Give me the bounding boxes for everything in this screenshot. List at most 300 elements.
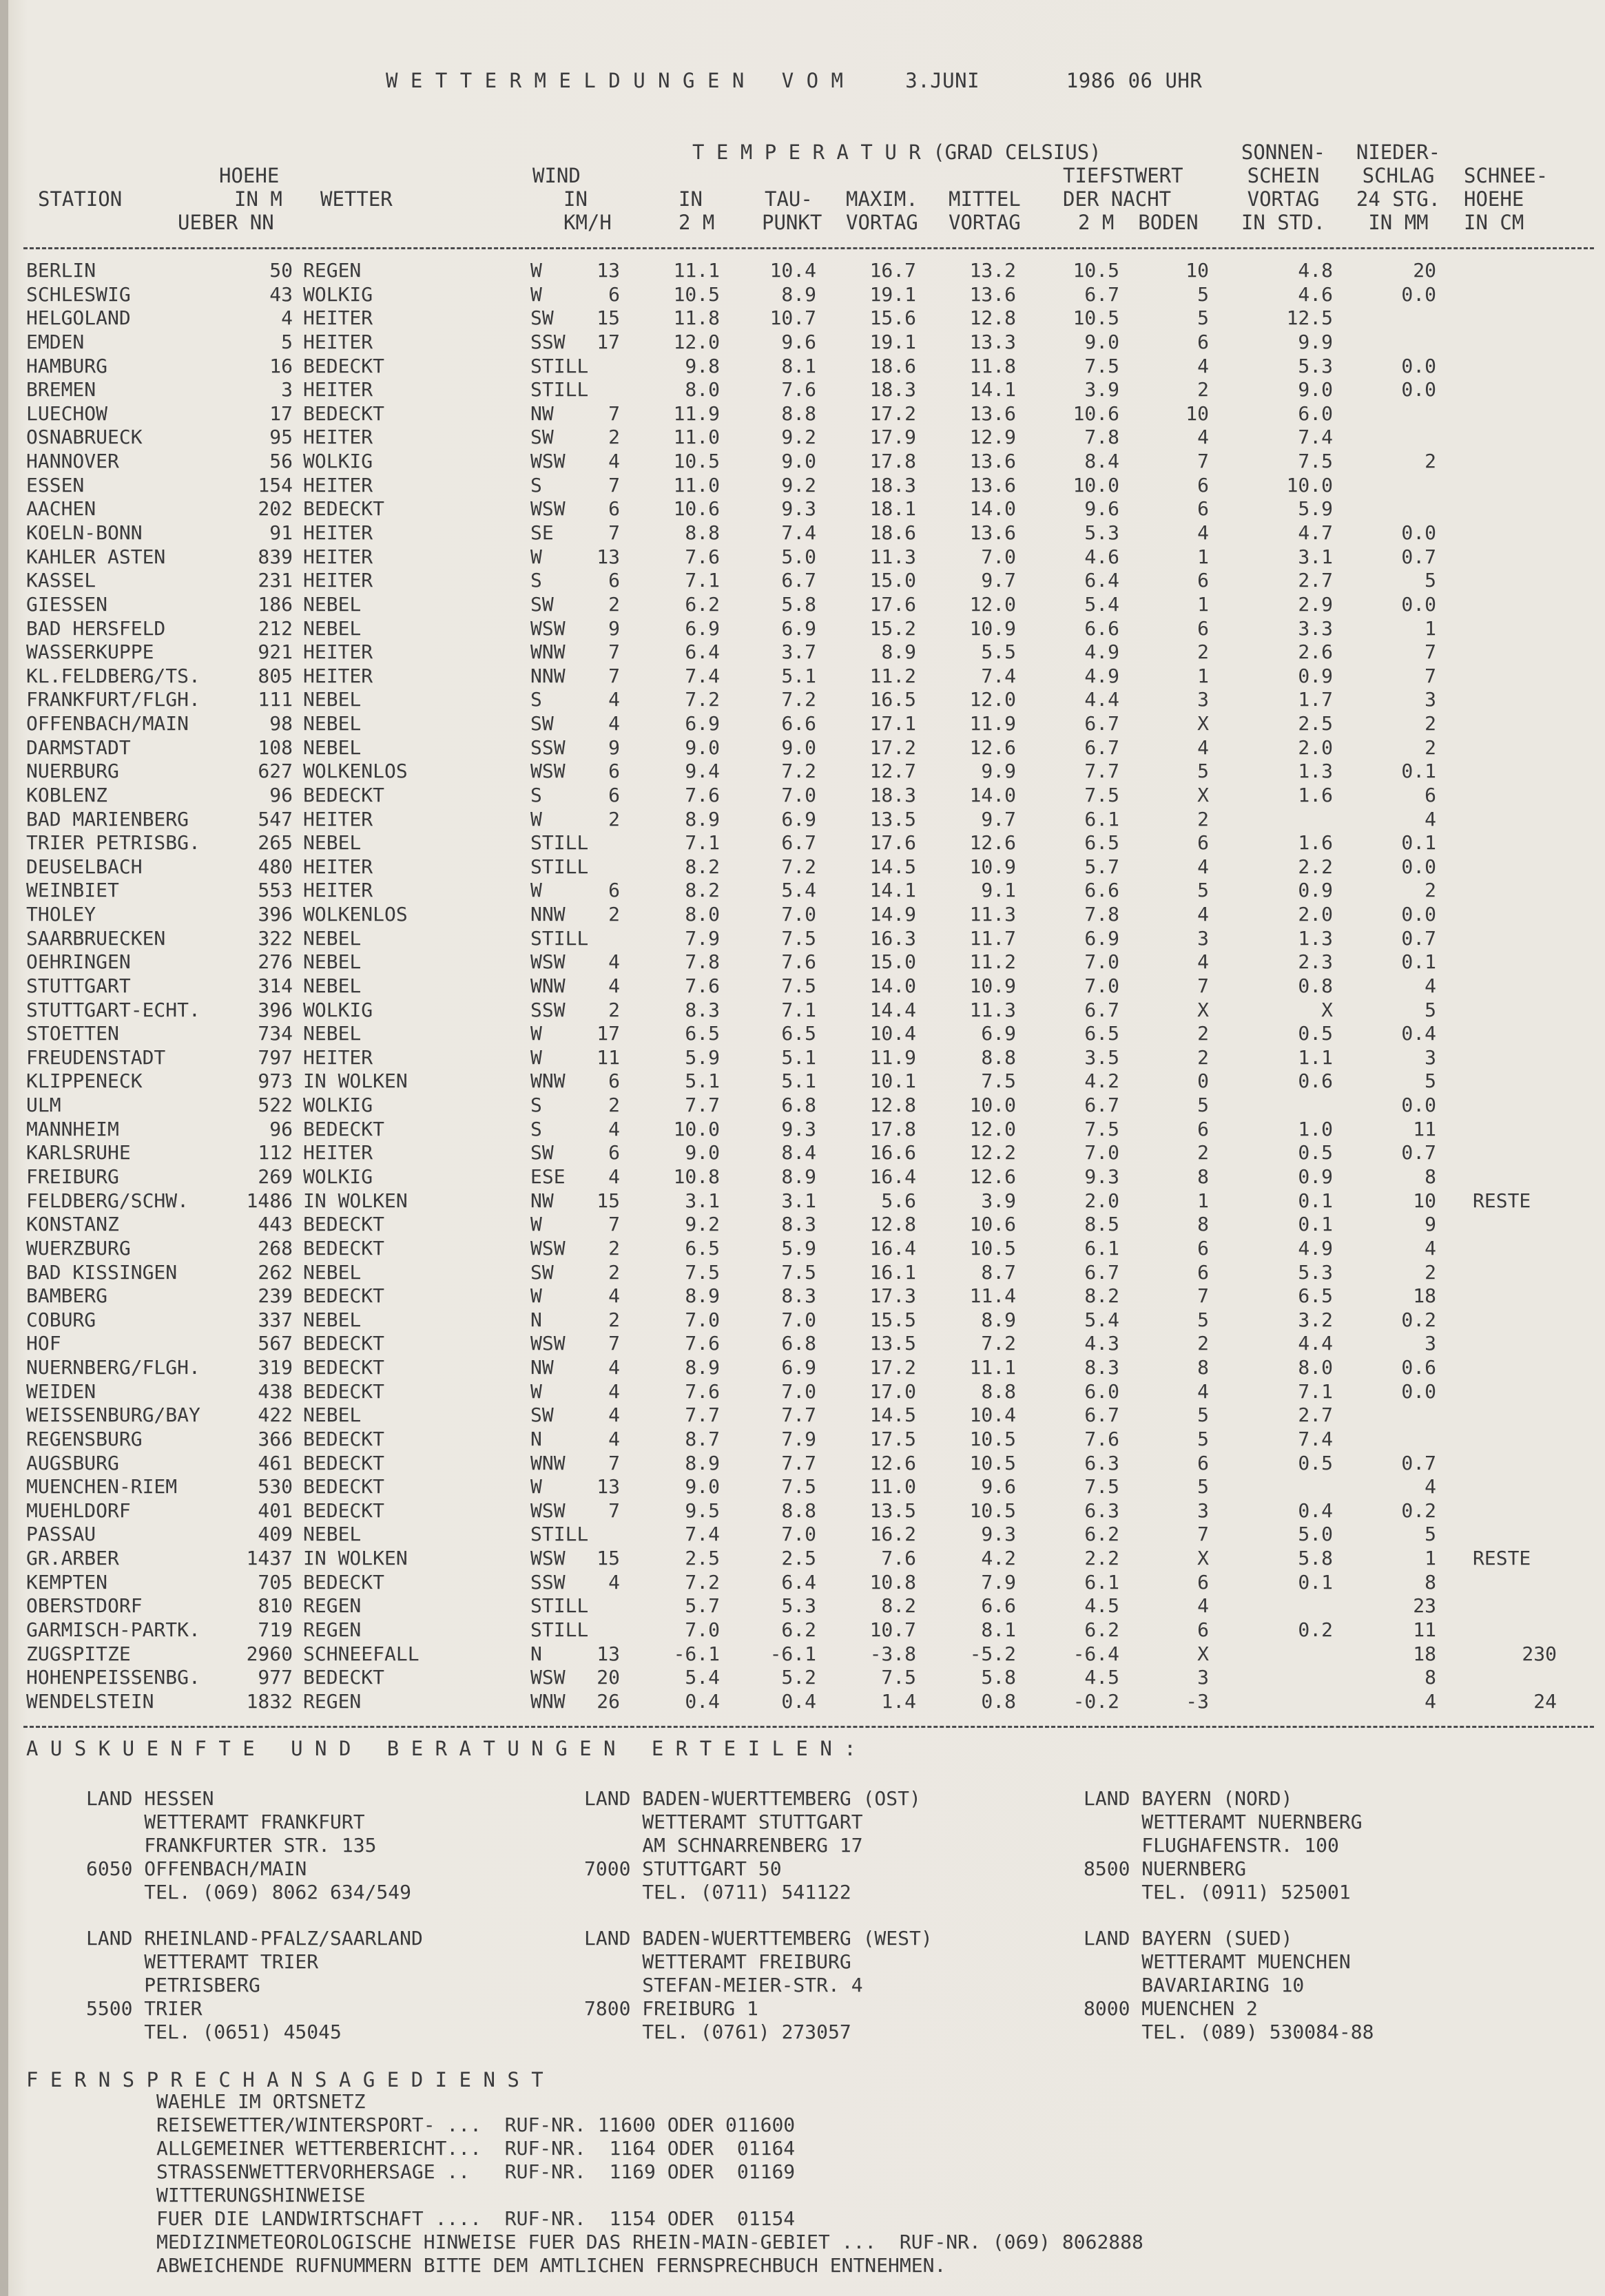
mean-temp-cell: 11.2 <box>969 950 1016 974</box>
temp-2m-cell: 9.2 <box>685 1213 720 1236</box>
weather-cell: WOLKIG <box>303 1094 373 1117</box>
weather-cell: NEBEL <box>303 831 362 855</box>
station-cell: BREMEN <box>26 378 96 401</box>
wind-dir-cell: WNW <box>530 1069 566 1093</box>
min-2m-cell: 6.7 <box>1084 282 1119 306</box>
table-row <box>0 497 1605 521</box>
min-2m-cell: 2.0 <box>1084 1189 1119 1212</box>
max-temp-cell: 16.6 <box>869 1141 916 1165</box>
precip-cell: 1 <box>1425 1547 1436 1569</box>
wind-speed-cell: 4 <box>608 1570 620 1594</box>
max-temp-cell: 17.5 <box>869 1427 916 1450</box>
dewpoint-cell: 6.7 <box>781 569 816 592</box>
min-2m-cell: 6.3 <box>1084 1451 1119 1474</box>
dewpoint-cell: 9.6 <box>781 330 816 353</box>
min-ground-cell: 4 <box>1197 1379 1209 1403</box>
temp-2m-cell: 7.6 <box>685 974 720 997</box>
mean-temp-cell: 7.4 <box>981 664 1016 687</box>
wind-speed-cell: 11 <box>597 1045 620 1069</box>
weather-cell: HEITER <box>303 378 373 401</box>
station-cell: PASSAU <box>26 1523 96 1546</box>
min-ground-cell: 8 <box>1197 1213 1209 1236</box>
height-cell: 973 <box>258 1069 293 1093</box>
height-cell: 553 <box>258 879 293 902</box>
sunshine-cell: 0.5 <box>1298 1022 1333 1045</box>
dewpoint-cell: 7.5 <box>781 974 816 997</box>
min-2m-cell: 6.7 <box>1084 735 1119 759</box>
precip-cell: 4 <box>1425 1236 1436 1260</box>
dewpoint-cell: 3.7 <box>781 640 816 664</box>
temp-2m-cell: 9.0 <box>685 1475 720 1499</box>
height-cell: 547 <box>258 807 293 831</box>
temp-2m-cell: 7.6 <box>685 1379 720 1403</box>
precip-cell: 6 <box>1425 783 1436 806</box>
temp-2m-cell: 10.5 <box>673 450 720 472</box>
temp-2m-cell: 7.4 <box>685 664 720 687</box>
station-cell: STOETTEN <box>26 1022 119 1045</box>
height-cell: 50 <box>269 259 293 282</box>
mean-temp-cell: 10.9 <box>969 974 1016 997</box>
station-cell: OBERSTDORF <box>26 1594 143 1618</box>
dewpoint-cell: 7.5 <box>781 1475 816 1499</box>
temp-2m-cell: 3.1 <box>685 1189 720 1212</box>
table-row <box>0 1213 1605 1237</box>
min-ground-cell: 2 <box>1197 1022 1209 1045</box>
wind-speed-cell: 13 <box>597 259 620 282</box>
wind-speed-cell: 2 <box>608 903 620 926</box>
station-cell: OSNABRUECK <box>26 426 143 449</box>
mean-temp-cell: 13.2 <box>969 259 1016 282</box>
dewpoint-cell: 10.7 <box>769 306 816 330</box>
min-header-1: TIEFSTWERT <box>1063 164 1183 187</box>
precip-cell: 0.0 <box>1401 354 1436 377</box>
sun-header-1: SONNEN- <box>1241 140 1326 164</box>
table-row <box>0 569 1605 593</box>
precip-cell: 0.6 <box>1401 1356 1436 1379</box>
wind-speed-cell: 6 <box>608 569 620 592</box>
sunshine-cell: 2.2 <box>1298 855 1333 878</box>
station-cell: LUECHOW <box>26 401 108 425</box>
station-cell: HANNOVER <box>26 450 119 472</box>
wind-dir-cell: WSW <box>530 1666 566 1689</box>
sunshine-cell: 0.1 <box>1298 1189 1333 1212</box>
dewpoint-cell: 7.5 <box>781 1260 816 1284</box>
min-2m-cell: 6.7 <box>1084 1094 1119 1117</box>
min-2m-cell: 10.0 <box>1073 473 1119 497</box>
wind-speed-cell: 4 <box>608 688 620 711</box>
mean-temp-cell: 12.6 <box>969 735 1016 759</box>
wind-dir-cell: SW <box>530 306 554 330</box>
table-row <box>0 1475 1605 1499</box>
weather-cell: BEDECKT <box>303 1236 385 1260</box>
station-cell: MUENCHEN-RIEM <box>26 1475 178 1499</box>
sunshine-cell: 0.9 <box>1298 879 1333 902</box>
office-line: WETTERAMT FRANKFURT <box>86 1810 365 1833</box>
min-header-3: 2 M BODEN <box>1078 211 1199 234</box>
max-temp-cell: 5.6 <box>881 1189 916 1212</box>
station-cell: KONSTANZ <box>26 1213 119 1236</box>
max-temp-cell: 12.6 <box>869 1451 916 1474</box>
sunshine-cell: 4.7 <box>1298 521 1333 544</box>
sunshine-cell: 5.3 <box>1298 1260 1333 1284</box>
mean-temp-cell: 9.7 <box>981 807 1016 831</box>
office-line: WETTERAMT MUENCHEN <box>1084 1950 1351 1973</box>
table-row <box>0 808 1605 832</box>
mean-temp-cell: 11.4 <box>969 1284 1016 1308</box>
sunshine-cell: 2.7 <box>1298 1403 1333 1427</box>
weather-cell: NEBEL <box>303 712 362 735</box>
weather-cell: REGEN <box>303 1594 362 1618</box>
max-temp-cell: 18.3 <box>869 473 916 497</box>
precip-cell: 2 <box>1425 712 1436 735</box>
weather-cell: REGEN <box>303 259 362 282</box>
sunshine-cell: 2.0 <box>1298 903 1333 926</box>
precip-cell: 0.7 <box>1401 1451 1436 1474</box>
wind-speed-cell: 13 <box>597 1475 620 1499</box>
wind-dir-cell: NNW <box>530 664 566 687</box>
weather-cell: NEBEL <box>303 1308 362 1331</box>
min-ground-cell: 6 <box>1197 330 1209 353</box>
wind-speed-cell: 6 <box>608 760 620 783</box>
mean-temp-cell: 13.6 <box>969 450 1016 472</box>
sunshine-cell: 3.3 <box>1298 616 1333 640</box>
precip-cell: 5 <box>1425 1523 1436 1546</box>
dewpoint-cell: 9.3 <box>781 497 816 521</box>
sunshine-cell: 2.5 <box>1298 712 1333 735</box>
sunshine-cell: 0.5 <box>1298 1451 1333 1474</box>
wind-speed-cell: 7 <box>608 1332 620 1355</box>
wind-dir-cell: W <box>530 1213 542 1236</box>
temp2m-header-2: 2 M <box>679 211 715 234</box>
station-cell: BAMBERG <box>26 1284 108 1308</box>
dewpoint-cell: 7.2 <box>781 688 816 711</box>
mean-temp-cell: 8.1 <box>981 1618 1016 1641</box>
wind-dir-cell: SSW <box>530 735 566 759</box>
dewpoint-cell: 7.0 <box>781 783 816 806</box>
height-cell: 396 <box>258 998 293 1021</box>
wind-dir-cell: STILL <box>530 1523 589 1546</box>
max-temp-cell: 10.8 <box>869 1570 916 1594</box>
min-2m-cell: 4.3 <box>1084 1332 1119 1355</box>
precip-cell: 5 <box>1425 569 1436 592</box>
temp-2m-cell: 7.1 <box>685 831 720 855</box>
dewpoint-cell: 5.9 <box>781 1236 816 1260</box>
min-ground-cell: X <box>1197 783 1209 806</box>
dewpoint-cell: 5.1 <box>781 1069 816 1093</box>
station-cell: COBURG <box>26 1308 96 1331</box>
sunshine-cell: 0.9 <box>1298 1165 1333 1188</box>
office-line: 5500 TRIER <box>86 1997 203 2020</box>
table-row <box>0 1094 1605 1118</box>
min-2m-cell: 6.7 <box>1084 1260 1119 1284</box>
table-row <box>0 1547 1605 1571</box>
weather-cell: NEBEL <box>303 592 362 616</box>
temp-2m-cell: 7.0 <box>685 1618 720 1641</box>
min-2m-cell: 9.0 <box>1084 330 1119 353</box>
temp-2m-cell: 7.0 <box>685 1308 720 1331</box>
height-cell: 4 <box>281 306 293 330</box>
height-cell: 314 <box>258 974 293 997</box>
temp-2m-cell: 6.9 <box>685 712 720 735</box>
temp-2m-cell: 6.5 <box>685 1022 720 1045</box>
wind-dir-cell: WSW <box>530 616 566 640</box>
min-2m-cell: 4.4 <box>1084 688 1119 711</box>
max-temp-cell: 11.9 <box>869 1045 916 1069</box>
height-cell: 401 <box>258 1499 293 1522</box>
temp-2m-cell: 7.2 <box>685 688 720 711</box>
weather-cell: HEITER <box>303 855 373 878</box>
weather-cell: HEITER <box>303 545 373 568</box>
max-temp-cell: 11.3 <box>869 545 916 568</box>
max-header-1: MAXIM. <box>846 187 918 211</box>
wind-dir-cell: SSW <box>530 998 566 1021</box>
min-ground-cell: 3 <box>1197 688 1209 711</box>
office-line: WETTERAMT FREIBURG <box>584 1950 851 1973</box>
wind-speed-cell: 2 <box>608 1308 620 1331</box>
mean-temp-cell: 9.6 <box>981 1475 1016 1499</box>
wind-speed-cell: 4 <box>608 1427 620 1450</box>
office-line: BAVARIARING 10 <box>1084 1974 1305 1996</box>
weather-cell: BEDECKT <box>303 1213 385 1236</box>
mean-temp-cell: 9.1 <box>981 879 1016 902</box>
precip-cell: 2 <box>1425 735 1436 759</box>
wind-dir-cell: WSW <box>530 950 566 974</box>
station-cell: FREIBURG <box>26 1165 119 1188</box>
wind-speed-cell: 4 <box>608 1165 620 1188</box>
dewpoint-cell: 8.8 <box>781 401 816 425</box>
mean-temp-cell: 9.3 <box>981 1523 1016 1546</box>
dewpoint-cell: 9.0 <box>781 735 816 759</box>
max-temp-cell: 8.2 <box>881 1594 916 1618</box>
weather-cell: REGEN <box>303 1618 362 1641</box>
station-cell: FREUDENSTADT <box>26 1045 166 1069</box>
table-row <box>0 831 1605 855</box>
temp-2m-cell: 11.1 <box>673 259 720 282</box>
office-line: WETTERAMT NUERNBERG <box>1084 1810 1363 1833</box>
precip-cell: 8 <box>1425 1570 1436 1594</box>
mean-temp-cell: 12.0 <box>969 688 1016 711</box>
temp-2m-cell: 7.5 <box>685 1260 720 1284</box>
sunshine-cell: 7.5 <box>1298 450 1333 472</box>
max-temp-cell: 17.0 <box>869 1379 916 1403</box>
sunshine-cell: 12.5 <box>1286 306 1333 330</box>
max-temp-cell: 16.3 <box>869 926 916 950</box>
table-row <box>0 688 1605 712</box>
mean-temp-cell: 10.5 <box>969 1236 1016 1260</box>
min-2m-cell: 5.4 <box>1084 592 1119 616</box>
weather-cell: BEDECKT <box>303 783 385 806</box>
weather-cell: BEDECKT <box>303 1666 385 1689</box>
table-row <box>0 1452 1605 1476</box>
min-2m-cell: 3.5 <box>1084 1045 1119 1069</box>
min-2m-cell: 10.6 <box>1073 401 1119 425</box>
max-temp-cell: 16.5 <box>869 688 916 711</box>
height-cell: 366 <box>258 1427 293 1450</box>
min-ground-cell: 0 <box>1197 1069 1209 1093</box>
weather-cell: HEITER <box>303 807 373 831</box>
weather-cell: NEBEL <box>303 1022 362 1045</box>
min-2m-cell: 8.2 <box>1084 1284 1119 1308</box>
min-2m-cell: 8.5 <box>1084 1213 1119 1236</box>
wind-speed-cell: 6 <box>608 282 620 306</box>
min-2m-cell: 6.1 <box>1084 807 1119 831</box>
wind-dir-cell: W <box>530 879 542 902</box>
max-temp-cell: 10.7 <box>869 1618 916 1641</box>
height-cell: 98 <box>269 712 293 735</box>
station-cell: WUERZBURG <box>26 1236 131 1260</box>
max-temp-cell: 14.9 <box>869 903 916 926</box>
min-ground-cell: 5 <box>1197 1403 1209 1427</box>
station-cell: KASSEL <box>26 569 96 592</box>
weather-cell: BEDECKT <box>303 497 385 521</box>
min-2m-cell: 4.9 <box>1084 664 1119 687</box>
dewpoint-cell: 6.4 <box>781 1570 816 1594</box>
dewpoint-cell: 8.8 <box>781 1499 816 1522</box>
precip-cell: 2 <box>1425 879 1436 902</box>
office-block-bayern-nord <box>1084 1787 1363 1904</box>
temp-2m-cell: 11.0 <box>673 473 720 497</box>
mean-header-1: MITTEL <box>949 187 1021 211</box>
temp-2m-cell: 8.9 <box>685 807 720 831</box>
min-ground-cell: 5 <box>1197 1094 1209 1117</box>
office-line: WETTERAMT STUTTGART <box>584 1810 863 1833</box>
temp-2m-cell: 10.8 <box>673 1165 720 1188</box>
weather-cell: BEDECKT <box>303 1332 385 1355</box>
temp-2m-cell: 9.0 <box>685 1141 720 1165</box>
wind-dir-cell: WNW <box>530 974 566 997</box>
dewpoint-cell: 7.0 <box>781 1523 816 1546</box>
height-cell: 5 <box>281 330 293 353</box>
dewpoint-cell: 5.4 <box>781 879 816 902</box>
temp-2m-cell: 10.6 <box>673 497 720 521</box>
sunshine-cell: 0.1 <box>1298 1570 1333 1594</box>
weather-cell: HEITER <box>303 426 373 449</box>
office-line: TEL. (0711) 541122 <box>584 1881 851 1903</box>
mean-temp-cell: 13.6 <box>969 401 1016 425</box>
table-row <box>0 760 1605 784</box>
wind-speed-cell: 6 <box>608 879 620 902</box>
precip-cell: 2 <box>1425 1260 1436 1284</box>
station-cell: AACHEN <box>26 497 96 521</box>
dewpoint-cell: -6.1 <box>769 1642 816 1665</box>
min-2m-cell: 8.4 <box>1084 450 1119 472</box>
min-ground-cell: 2 <box>1197 807 1209 831</box>
weather-cell: HEITER <box>303 1045 373 1069</box>
table-row <box>0 1571 1605 1595</box>
office-line: AM SCHNARRENBERG 17 <box>584 1834 863 1857</box>
min-ground-cell: 1 <box>1197 545 1209 568</box>
height-cell: 480 <box>258 855 293 878</box>
precip-cell: 2 <box>1425 450 1436 472</box>
height-cell: 276 <box>258 950 293 974</box>
wind-dir-cell: W <box>530 545 542 568</box>
dewpoint-cell: 5.8 <box>781 592 816 616</box>
wind-speed-cell: 2 <box>608 1260 620 1284</box>
min-2m-cell: 5.3 <box>1084 521 1119 544</box>
mean-temp-cell: 14.0 <box>969 497 1016 521</box>
table-row <box>0 1642 1605 1667</box>
table-row <box>0 617 1605 641</box>
dewpoint-cell: 7.5 <box>781 926 816 950</box>
weather-cell: WOLKIG <box>303 1165 373 1188</box>
mean-temp-cell: 10.6 <box>969 1213 1016 1236</box>
station-cell: GARMISCH-PARTK. <box>26 1618 200 1641</box>
sunshine-cell: 2.9 <box>1298 592 1333 616</box>
mean-temp-cell: 10.5 <box>969 1499 1016 1522</box>
min-2m-cell: 6.4 <box>1084 569 1119 592</box>
dewpoint-header-2: PUNKT <box>762 211 822 234</box>
wind-dir-cell: N <box>530 1427 542 1450</box>
wind-speed-cell: 4 <box>608 1356 620 1379</box>
wind-dir-cell: S <box>530 473 542 497</box>
min-ground-cell: X <box>1197 712 1209 735</box>
mean-temp-cell: 9.9 <box>981 760 1016 783</box>
precip-cell: 0.2 <box>1401 1499 1436 1522</box>
wind-dir-cell: STILL <box>530 1618 589 1641</box>
precip-cell: 20 <box>1413 259 1436 282</box>
dewpoint-cell: 8.4 <box>781 1141 816 1165</box>
station-cell: GIESSEN <box>26 592 108 616</box>
height-cell: 112 <box>258 1141 293 1165</box>
weather-cell: IN WOLKEN <box>303 1069 408 1093</box>
mean-temp-cell: 8.8 <box>981 1045 1016 1069</box>
header-divider <box>23 247 1594 249</box>
min-2m-cell: 6.9 <box>1084 926 1119 950</box>
min-2m-cell: 4.6 <box>1084 545 1119 568</box>
wind-dir-cell: NW <box>530 401 554 425</box>
height-cell: 269 <box>258 1165 293 1188</box>
station-cell: WENDELSTEIN <box>26 1689 154 1713</box>
office-line: 7800 FREIBURG 1 <box>584 1997 758 2020</box>
wind-speed-cell: 4 <box>608 712 620 735</box>
wind-header-1: WIND <box>532 164 581 187</box>
min-ground-cell: 5 <box>1197 282 1209 306</box>
table-row <box>0 855 1605 879</box>
table-row <box>0 1237 1605 1261</box>
precip-cell: 3 <box>1425 1045 1436 1069</box>
mean-temp-cell: 7.0 <box>981 545 1016 568</box>
table-row <box>0 1118 1605 1142</box>
height-cell: 1486 <box>246 1189 293 1212</box>
wind-speed-cell: 2 <box>608 426 620 449</box>
sunshine-cell: 1.6 <box>1298 783 1333 806</box>
min-ground-cell: 1 <box>1197 664 1209 687</box>
station-cell: BAD MARIENBERG <box>26 807 189 831</box>
height-cell: 705 <box>258 1570 293 1594</box>
precip-cell: 18 <box>1413 1642 1436 1665</box>
wind-dir-cell: WSW <box>530 760 566 783</box>
table-row <box>0 1261 1605 1285</box>
height-cell: 319 <box>258 1356 293 1379</box>
sunshine-cell: 8.0 <box>1298 1356 1333 1379</box>
wind-dir-cell: S <box>530 688 542 711</box>
height-cell: 2960 <box>246 1642 293 1665</box>
height-cell: 268 <box>258 1236 293 1260</box>
dewpoint-cell: 6.9 <box>781 616 816 640</box>
station-cell: KAHLER ASTEN <box>26 545 166 568</box>
max-temp-cell: 15.5 <box>869 1308 916 1331</box>
temp-2m-cell: 8.7 <box>685 1427 720 1450</box>
wind-speed-cell: 7 <box>608 1451 620 1474</box>
height-cell: 443 <box>258 1213 293 1236</box>
dewpoint-cell: 7.0 <box>781 1379 816 1403</box>
min-2m-cell: 6.1 <box>1084 1570 1119 1594</box>
dewpoint-cell: 7.1 <box>781 998 816 1021</box>
precip-cell: 4 <box>1425 1475 1436 1499</box>
table-row <box>0 1403 1605 1428</box>
max-temp-cell: 17.2 <box>869 401 916 425</box>
temp-2m-cell: 7.6 <box>685 545 720 568</box>
